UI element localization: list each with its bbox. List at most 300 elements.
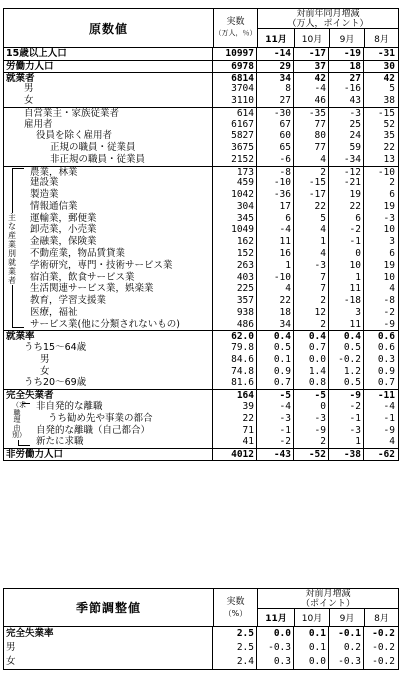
row-label: 情報通信業 (30, 200, 78, 212)
change-unit: （万人，ポイント） (287, 19, 369, 29)
change-value: 4 (320, 224, 326, 236)
row-label: 就業率 (6, 331, 35, 343)
actual-value: 71 (242, 424, 254, 436)
change-value: 13 (383, 153, 395, 165)
change-value: 7 (320, 283, 326, 295)
change-value: 2 (320, 295, 326, 307)
change-value: 0 (355, 248, 361, 260)
change-value: -15 (377, 107, 395, 119)
row-label: うち20～69歳 (24, 377, 87, 389)
actual-value: 62.0 (231, 331, 254, 343)
row-label: 建設業 (30, 177, 59, 189)
change-value: 0.9 (273, 365, 291, 377)
table-row (4, 107, 398, 119)
change-value: -17 (308, 189, 326, 201)
change-value: -21 (343, 177, 361, 189)
actual-header (213, 9, 257, 47)
seasonal-change-header (257, 589, 398, 609)
month-header-0: 11月 (257, 29, 294, 47)
change-value: 22 (279, 295, 291, 307)
actual-value: 4012 (231, 449, 254, 461)
row-label: 金融業，保険業 (30, 236, 97, 248)
change-value: 18 (279, 306, 291, 318)
change-value: 0.7 (377, 377, 395, 389)
main-table-header (4, 9, 398, 48)
row-label: 男 (40, 353, 50, 365)
change-value: 46 (314, 95, 326, 107)
actual-value: 39 (242, 400, 254, 412)
row-label: 完全失業者 (6, 390, 54, 402)
change-value: -3 (314, 412, 326, 424)
actual-value: 486 (236, 318, 254, 330)
change-value: 3 (355, 306, 361, 318)
change-value: 22 (314, 200, 326, 212)
actual-value: 357 (236, 295, 254, 307)
table-row (4, 130, 398, 142)
change-value: 16 (279, 248, 291, 260)
change-value: 37 (314, 60, 326, 72)
change-value: 17 (279, 200, 291, 212)
change-value: -0.2 (372, 656, 395, 667)
table-row (4, 201, 398, 213)
table-row (4, 425, 398, 437)
actual-value: 345 (236, 212, 254, 224)
change-value: 22 (349, 200, 361, 212)
change-value: -16 (343, 83, 361, 95)
change-value: 0.5 (273, 342, 291, 354)
actual-value: 173 (236, 166, 254, 178)
change-value: 4 (320, 248, 326, 260)
change-value: 1.4 (308, 365, 326, 377)
month-header-3: 8月 (364, 29, 398, 47)
seasonal-change-title: 対前月増減 (305, 589, 351, 599)
table-row (4, 389, 398, 401)
actual-value: 1049 (231, 224, 254, 236)
change-value: 3 (389, 236, 395, 248)
column-divider (212, 627, 213, 669)
change-value: 0.0 (308, 353, 326, 365)
row-label: 男 (6, 642, 16, 653)
table-row (4, 154, 398, 166)
table-row (4, 377, 398, 389)
change-value: 25 (349, 118, 361, 130)
change-value: -3 (349, 107, 361, 119)
change-value: 0.1 (308, 642, 326, 653)
change-value: -30 (273, 107, 291, 119)
change-value: 10 (383, 271, 395, 283)
row-label: 女 (40, 365, 50, 377)
change-value: -3 (314, 259, 326, 271)
change-title: 対前年同月増減 (296, 9, 360, 19)
change-value: -12 (343, 166, 361, 178)
column-divider (293, 48, 294, 460)
row-label: 医療，福祉 (30, 306, 78, 318)
table-row (4, 655, 398, 669)
change-value: 60 (279, 130, 291, 142)
change-value: -0.2 (338, 353, 361, 365)
change-value: -15 (308, 177, 326, 189)
change-value: 6 (389, 248, 395, 260)
month-header-2: 9月 (329, 29, 364, 47)
change-value: -2 (349, 224, 361, 236)
change-value: 1 (355, 436, 361, 448)
actual-value: 6978 (231, 60, 254, 72)
change-value: 0.1 (308, 628, 326, 639)
change-value: -38 (343, 449, 361, 461)
row-label: 製造業 (30, 189, 59, 201)
change-value: -4 (279, 400, 291, 412)
change-value: 24 (349, 130, 361, 142)
change-value: 42 (383, 72, 395, 84)
change-value: -17 (308, 48, 326, 59)
change-value: -10 (377, 166, 395, 178)
change-value: -0.3 (268, 642, 291, 653)
change-value: 4 (320, 153, 326, 165)
column-divider (363, 627, 364, 669)
change-value: -9 (349, 390, 361, 402)
seasonal-actual-unit: （%） (223, 608, 248, 618)
change-value: 34 (279, 318, 291, 330)
change-value: -3 (383, 212, 395, 224)
change-value: 2 (320, 318, 326, 330)
actual-value: 84.6 (231, 353, 254, 365)
industry-side-label: 主な産業別就業者 (8, 212, 16, 285)
change-value: 27 (349, 72, 361, 84)
change-value: 27 (279, 95, 291, 107)
change-value: 8 (285, 83, 291, 95)
seasonal-actual-label: 実数 (226, 596, 245, 607)
change-value: -8 (383, 295, 395, 307)
table-row (4, 319, 398, 331)
row-label: 不動産業，物品賃貸業 (30, 248, 126, 260)
column-divider (256, 627, 257, 669)
change-value: -4 (383, 400, 395, 412)
row-label: 就業者 (6, 72, 35, 84)
table-row (4, 307, 398, 319)
change-value: 12 (314, 306, 326, 318)
row-label: 労働力人口 (6, 60, 54, 72)
table-row (4, 166, 398, 178)
table-row (4, 436, 398, 448)
table-row (4, 413, 398, 425)
change-value: 67 (279, 118, 291, 130)
actual-value: 2152 (231, 153, 254, 165)
change-value: 0.4 (273, 331, 291, 343)
change-value: 80 (314, 130, 326, 142)
month-header-1: 10月 (294, 29, 329, 47)
table-row (4, 236, 398, 248)
change-value: -0.2 (372, 642, 395, 653)
actual-value: 263 (236, 259, 254, 271)
table-row (4, 248, 398, 260)
actual-value: 74.8 (231, 365, 254, 377)
change-value: -35 (308, 107, 326, 119)
change-value: 0.0 (308, 656, 326, 667)
change-value: 1 (320, 236, 326, 248)
row-label: 女 (24, 95, 34, 107)
change-value: 6 (389, 189, 395, 201)
change-value: 5 (320, 212, 326, 224)
row-label: 宿泊業，飲食サービス業 (30, 271, 135, 283)
actual-value: 3110 (231, 95, 254, 107)
change-value: 0.1 (273, 353, 291, 365)
change-value: 77 (314, 118, 326, 130)
change-value: 0.4 (343, 331, 361, 343)
change-value: 11 (349, 283, 361, 295)
seasonal-table-title: 季節調整値 (75, 601, 141, 615)
table-row (4, 627, 398, 641)
change-value: -1 (383, 412, 395, 424)
row-label: うち勧め先や事業の都合 (48, 412, 153, 424)
change-value: -1 (349, 412, 361, 424)
change-value: 4 (285, 283, 291, 295)
change-value: -11 (377, 390, 395, 402)
change-value: 0.5 (343, 342, 361, 354)
row-label: 雇用者 (24, 118, 53, 130)
main-table (3, 8, 399, 461)
actual-value: 3675 (231, 142, 254, 154)
row-label: 非正規の職員・従業員 (50, 153, 146, 165)
row-label: 女 (6, 656, 16, 667)
change-value: -2 (383, 306, 395, 318)
table-row (4, 260, 398, 272)
change-value: -31 (377, 48, 395, 59)
change-value: -6 (279, 153, 291, 165)
change-value: 0.7 (273, 377, 291, 389)
change-value: 1 (355, 271, 361, 283)
table-row (4, 224, 398, 236)
change-value: 35 (383, 130, 395, 142)
actual-value: 164 (236, 390, 254, 402)
change-value: 0.3 (377, 353, 395, 365)
change-value: -1 (279, 424, 291, 436)
table-row (4, 72, 398, 84)
actual-value: 403 (236, 271, 254, 283)
change-header (257, 9, 398, 29)
change-value: -9 (383, 318, 395, 330)
change-value: 0.4 (308, 331, 326, 343)
change-value: -9 (383, 424, 395, 436)
change-value: 7 (320, 271, 326, 283)
change-value: 0.6 (377, 342, 395, 354)
row-label: 新たに求職 (36, 436, 84, 448)
actual-value: 79.8 (231, 342, 254, 354)
change-value: 77 (314, 142, 326, 154)
change-value: 11 (349, 318, 361, 330)
actual-value: 2.5 (236, 642, 254, 653)
change-value: 19 (383, 259, 395, 271)
change-value: 59 (349, 142, 361, 154)
change-value: -36 (273, 189, 291, 201)
actual-value: 3704 (231, 83, 254, 95)
change-value: 2 (389, 177, 395, 189)
change-value: 43 (349, 95, 361, 107)
row-label: 男 (24, 83, 34, 95)
change-value: 6 (355, 212, 361, 224)
change-value: -2 (279, 436, 291, 448)
actual-value: 304 (236, 200, 254, 212)
row-label: 運輸業，郵便業 (30, 212, 97, 224)
actual-value: 938 (236, 306, 254, 318)
change-value: 6 (285, 212, 291, 224)
actual-value: 81.6 (231, 377, 254, 389)
actual-value: 5827 (231, 130, 254, 142)
actual-value: 614 (236, 107, 254, 119)
change-value: 19 (383, 200, 395, 212)
seasonal-month-3: 8月 (364, 609, 398, 626)
row-label: 自発的な離職（自己都合） (36, 424, 151, 436)
table-row (4, 60, 398, 72)
seasonal-actual-header (213, 589, 257, 626)
table-row (4, 142, 398, 154)
seasonal-change-unit: （ポイント） (300, 599, 355, 609)
change-value: -4 (279, 224, 291, 236)
actual-value: 1042 (231, 189, 254, 201)
table-row (4, 295, 398, 307)
seasonal-month-2: 9月 (329, 609, 364, 626)
table-row (4, 272, 398, 284)
change-value: -3 (279, 412, 291, 424)
change-value: 0.5 (343, 377, 361, 389)
change-value: 2 (320, 166, 326, 178)
row-label: 正規の職員・従業員 (50, 142, 136, 154)
row-label: 非労働力人口 (6, 449, 64, 461)
table-row (4, 354, 398, 366)
change-value: 0.0 (273, 628, 291, 639)
table-row (4, 95, 398, 107)
seasonal-table (3, 588, 399, 670)
change-value: 4 (389, 283, 395, 295)
change-value: -19 (343, 48, 361, 59)
change-value: 5 (389, 83, 395, 95)
row-label: 卸売業，小売業 (30, 224, 97, 236)
column-divider (256, 48, 257, 460)
table-row (4, 119, 398, 131)
row-label: 完全失業率 (6, 628, 54, 639)
actual-value: 459 (236, 177, 254, 189)
change-value: 0.9 (377, 365, 395, 377)
table-row (4, 283, 398, 295)
change-value: -3 (349, 424, 361, 436)
row-label: 学術研究，専門・技術サービス業 (30, 259, 173, 271)
column-divider (363, 48, 364, 460)
table-row (4, 48, 398, 60)
change-value: -2 (349, 400, 361, 412)
change-value: 18 (349, 60, 361, 72)
actual-value: 22 (242, 412, 254, 424)
change-value: 0.8 (308, 377, 326, 389)
change-value: 19 (349, 189, 361, 201)
change-value: 0.2 (343, 642, 361, 653)
actual-unit: （万人，％） (214, 29, 257, 37)
change-value: 11 (279, 236, 291, 248)
actual-value: 152 (236, 248, 254, 260)
change-value: -4 (314, 83, 326, 95)
change-value: 30 (383, 60, 395, 72)
change-value: 0.6 (377, 331, 395, 343)
change-value: -8 (279, 166, 291, 178)
table-row (4, 366, 398, 378)
change-value: -0.1 (338, 628, 361, 639)
seasonal-table-header (4, 589, 398, 627)
column-divider (293, 627, 294, 669)
change-value: -5 (314, 390, 326, 402)
change-value: 22 (383, 142, 395, 154)
change-value: -62 (377, 449, 395, 461)
column-divider (212, 48, 213, 460)
change-value: -10 (273, 271, 291, 283)
actual-value: 41 (242, 436, 254, 448)
change-value: 1.2 (343, 365, 361, 377)
change-value: 10 (349, 259, 361, 271)
table-row (4, 401, 398, 413)
row-label: 教育，学習支援業 (30, 295, 107, 307)
actual-value: 162 (236, 236, 254, 248)
change-value: -52 (308, 449, 326, 461)
actual-value: 6814 (231, 72, 254, 84)
change-value: 10 (383, 224, 395, 236)
row-label: うち15～64歳 (24, 342, 87, 354)
change-value: 52 (383, 118, 395, 130)
table-row (4, 177, 398, 189)
column-divider (328, 48, 329, 460)
row-label: 農業，林業 (30, 166, 78, 178)
table-row (4, 641, 398, 655)
change-value: -9 (314, 424, 326, 436)
actual-label: 実数 (226, 17, 245, 27)
change-value: -0.3 (338, 656, 361, 667)
change-value: -1 (349, 236, 361, 248)
row-label: 役員を除く雇用者 (36, 130, 113, 142)
row-label: サービス業(他に分類されないもの) (30, 318, 180, 330)
change-value: -0.2 (372, 628, 395, 639)
row-label: 生活関連サービス業，娯楽業 (30, 283, 154, 295)
main-table-title: 原数値 (88, 21, 128, 36)
change-value: -43 (273, 449, 291, 461)
change-value: 4 (389, 436, 395, 448)
row-label: 15歳以上人口 (6, 48, 67, 59)
reason-side-label: （求職理由別） (12, 401, 26, 440)
row-label: 自営業主・家族従業者 (24, 107, 120, 119)
table-row (4, 330, 398, 342)
change-value: 65 (279, 142, 291, 154)
change-value: 2 (320, 436, 326, 448)
actual-value: 225 (236, 283, 254, 295)
table-row (4, 83, 398, 95)
column-divider (328, 627, 329, 669)
seasonal-table-body (4, 627, 398, 669)
actual-value: 2.5 (236, 628, 254, 639)
change-value: -34 (343, 153, 361, 165)
actual-value: 10997 (225, 48, 254, 59)
change-value: -18 (343, 295, 361, 307)
table-row (4, 213, 398, 225)
change-value: 0.7 (308, 342, 326, 354)
actual-value: 6167 (231, 118, 254, 130)
change-value: 42 (314, 72, 326, 84)
table-row (4, 448, 398, 460)
change-value: 0 (320, 400, 326, 412)
row-label: 非自発的な離職 (36, 400, 103, 412)
change-value: -5 (279, 390, 291, 402)
change-value: 29 (279, 60, 291, 72)
seasonal-month-0: 11月 (257, 609, 294, 626)
change-value: 0.3 (273, 656, 291, 667)
table-row (4, 342, 398, 354)
change-value: 34 (279, 72, 291, 84)
main-table-body (4, 48, 398, 460)
change-value: 38 (383, 95, 395, 107)
